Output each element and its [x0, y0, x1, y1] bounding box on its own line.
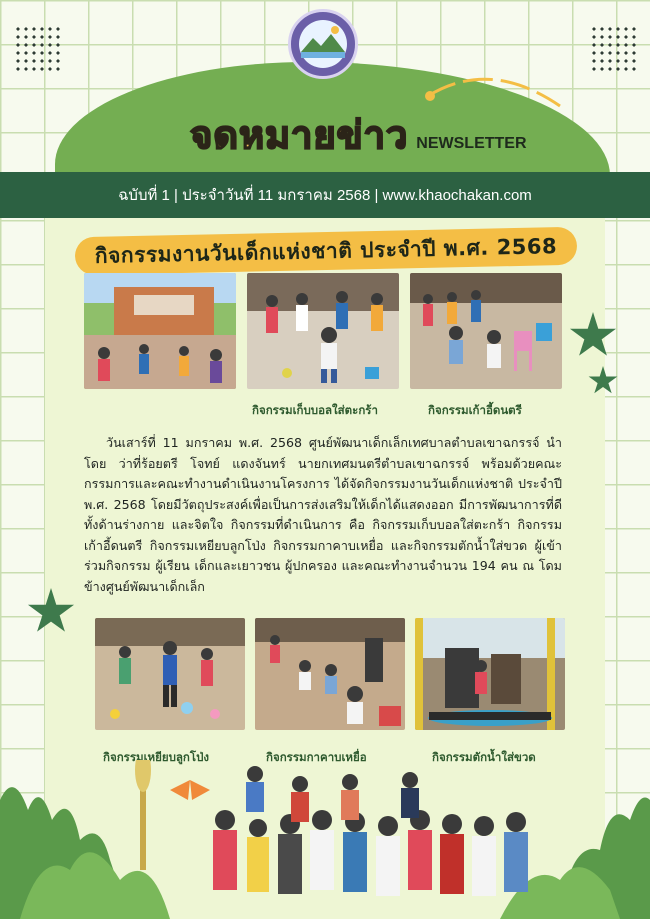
- newsletter-title: [190, 104, 527, 165]
- photo-musical-chairs: [410, 273, 562, 389]
- article-body: วันเสาร์ที่ 11 มกราคม พ.ศ. 2568 ศูนย์พัฒนาเด็กเล็กเทศบาลตำบลเขาฉกรรจ์ นำโดย ว่าที่ร้อยตรี โจทย์ แดงจันทร์ นายกเทศมนตรีตำบลเขาฉกรรจ์ พร้อมด้วยคณะกรรมการและคณะทำงานดำเนินงานโครงการ ได้จัดกิจกรรมงานวันเด็กแห่งชาติ ประจำปี พ.ศ. 2568 โดยมีวัตถุประสงค์เพื่อเป็นการส่งเสริมให้เด็กได้แสดงออก มีการพัฒนาการที่ดีทั้งด้านร่างกาย และจิตใจ กิจกรรมที่ดำเนินการ คือ กิจกรรมเก็บบอลใส่ตะกร้า กิจกรรมเก้าอี้ดนตรี กิจกรรมเหยียบลูกโป่ง กิจกรรมกาคาบเหยื่อ และกิจกรรมตักน้ำใส่ขวด ผู้เข้าร่วมกิจกรรม ผู้เรียน เด็กและเยาวชน ผู้ปกครอง และคณะทำงานจำนวน 194 คน ณ โดมข้างศูนย์พัฒนาเด็กเล็ก: [84, 435, 562, 594]
- footer-foliage-illustration: [0, 760, 650, 919]
- caption-ball-basket: กิจกรรมเก็บบอลใส่ตะกร้า: [252, 403, 378, 417]
- dot-grid-decoration-right: [590, 25, 636, 71]
- title-thai: จดหมายข่าว: [190, 113, 409, 157]
- school-logo: [288, 9, 358, 79]
- photo-ball-basket: [247, 273, 399, 389]
- photo-crow-bait: [255, 618, 405, 730]
- caption-musical-chairs: กิจกรรมเก้าอี้ดนตรี: [428, 403, 522, 417]
- photo-water-bottle: [415, 618, 565, 730]
- photo-stage-event: [84, 273, 236, 389]
- caption-balloon-stomp: กิจกรรมเหยียบลูกโป่ง: [103, 750, 209, 764]
- title-english: NEWSLETTER: [416, 135, 527, 152]
- caption-water-bottle: กิจกรรมตักน้ำใส่ขวด: [432, 750, 536, 764]
- issue-info-band: ฉบับที่ 1 | ประจำวันที่ 11 มกราคม 2568 | www.khaochakan.com: [0, 172, 650, 218]
- caption-crow-bait: กิจกรรมกาคาบเหยื่อ: [266, 750, 367, 764]
- dot-grid-decoration-left: [14, 25, 60, 71]
- headline: กิจกรรมงานวันเด็กแห่งชาติ ประจำปี พ.ศ. 2568: [75, 227, 578, 276]
- photo-balloon-stomp: [95, 618, 245, 730]
